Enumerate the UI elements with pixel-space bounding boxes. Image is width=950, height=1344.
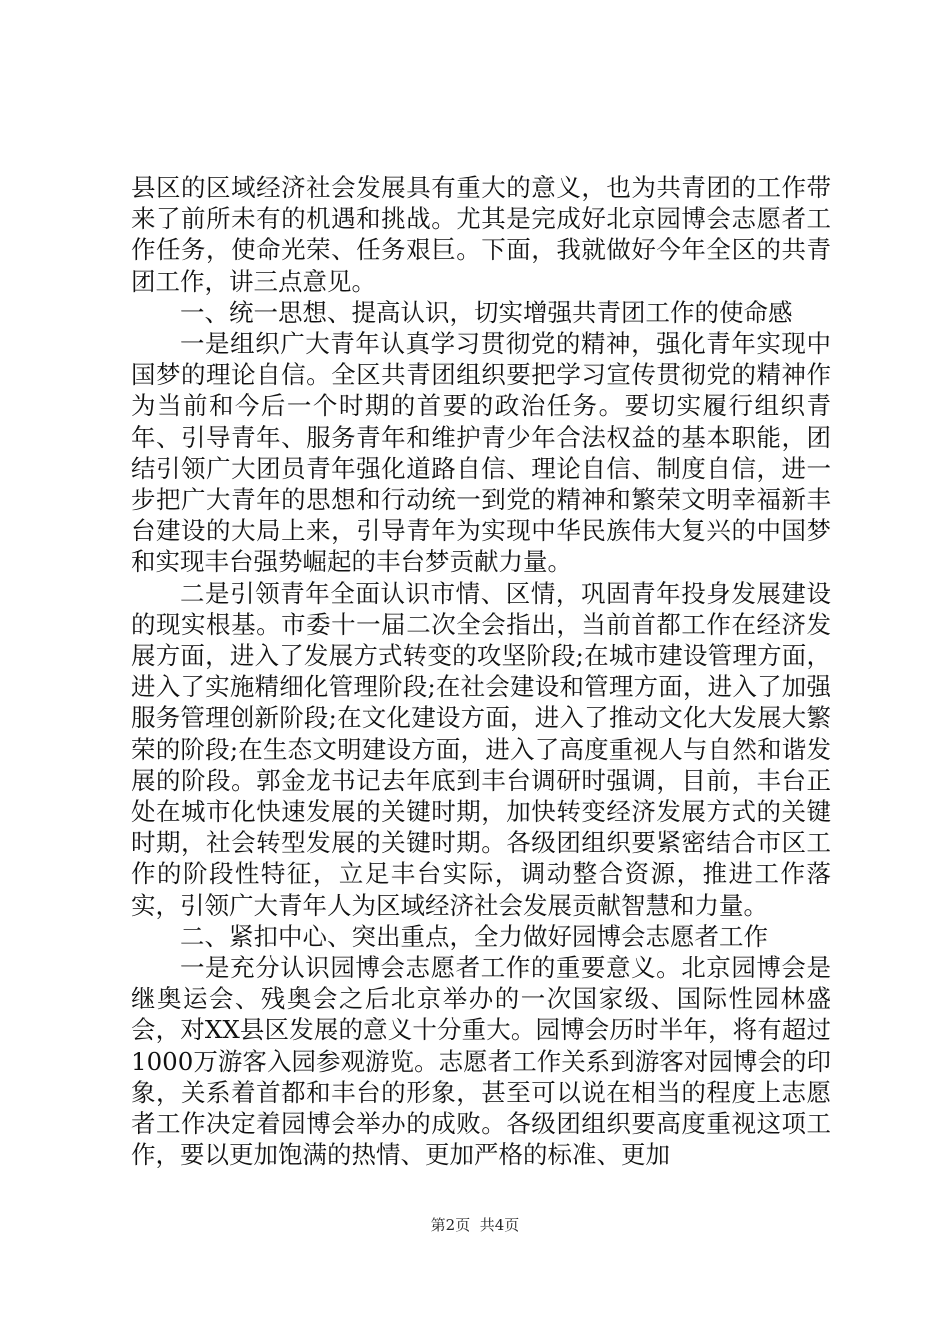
paragraph-expo-volunteers: 一是充分认识园博会志愿者工作的重要意义。北京园博会是继奥运会、残奥会之后北京举办的一次国家级、国际性园林盛会，对XX县区发展的意义十分重大。园博会历时半年，将有超过1000万游客入园参观游览。志愿者工作关系到游客对园博会的印象，关系着首都和丰台的形象，甚至可以说在相当的程度上志愿者工作决定着园博会举办的成败。各级团组织要高度重视这项工作，要以更加饱满的热情、更加严格的标准、更加 [131,953,831,1170]
footer-separator [470,1216,480,1234]
paragraph-point-two: 二是引领青年全面认识市情、区情，巩固青年投身发展建设的现实根基。市委十一届二次全会指出，当前首都工作在经济发展方面，进入了发展方式转变的攻坚阶段;在城市建设管理方面，进入了实施精细化管理阶段;在社会建设和管理方面，进入了加强服务管理创新阶段;在文化建设方面，进入了推动文化大发展大繁荣的阶段;在生态文明建设方面，进入了高度重视人与自然和谐发展的阶段。郭金龙书记去年底到丰台调研时强调，目前，丰台正处在城市化快速发展的关键时期，加快转变经济发展方式的关键时期，社会转型发展的关键时期。各级团组织要紧密结合市区工作的阶段性特征，立足丰台实际，调动整合资源，推进工作落实，引领广大青年人为区域经济社会发展贡献智慧和力量。 [131,578,831,920]
page-total: 共4页 [479,1216,520,1234]
section-heading-two: 二、紧扣中心、突出重点，全力做好园博会志愿者工作 [180,921,768,951]
paragraph-intro-continuation: 县区的区域经济社会发展具有重大的意义，也为共青团的工作带来了前所未有的机遇和挑战。尤其是完成好北京园博会志愿者工作任务，使命光荣、任务艰巨。下面，我就做好今年全区的共青团工作，讲三点意见。 [131,173,831,296]
paragraph-point-one: 一是组织广大青年认真学习贯彻党的精神，强化青年实现中国梦的理论自信。全区共青团组织要把学习宣传贯彻党的精神作为当前和今后一个时期的首要的政治任务。要切实履行组织青年、引导青年、服务青年和维护青少年合法权益的基本职能，团结引领广大团员青年强化道路自信、理论自信、制度自信，进一步把广大青年的思想和行动统一到党的精神和繁荣文明幸福新丰台建设的大局上来，引导青年为实现中华民族伟大复兴的中国梦和实现丰台强势崛起的丰台梦贡献力量。 [131,329,831,577]
page-number: 第2页 [430,1216,471,1234]
page-footer [0,1214,950,1235]
document-body [131,172,831,1171]
section-heading-one: 一、统一思想、提高认识，切实增强共青团工作的使命感 [180,297,793,327]
